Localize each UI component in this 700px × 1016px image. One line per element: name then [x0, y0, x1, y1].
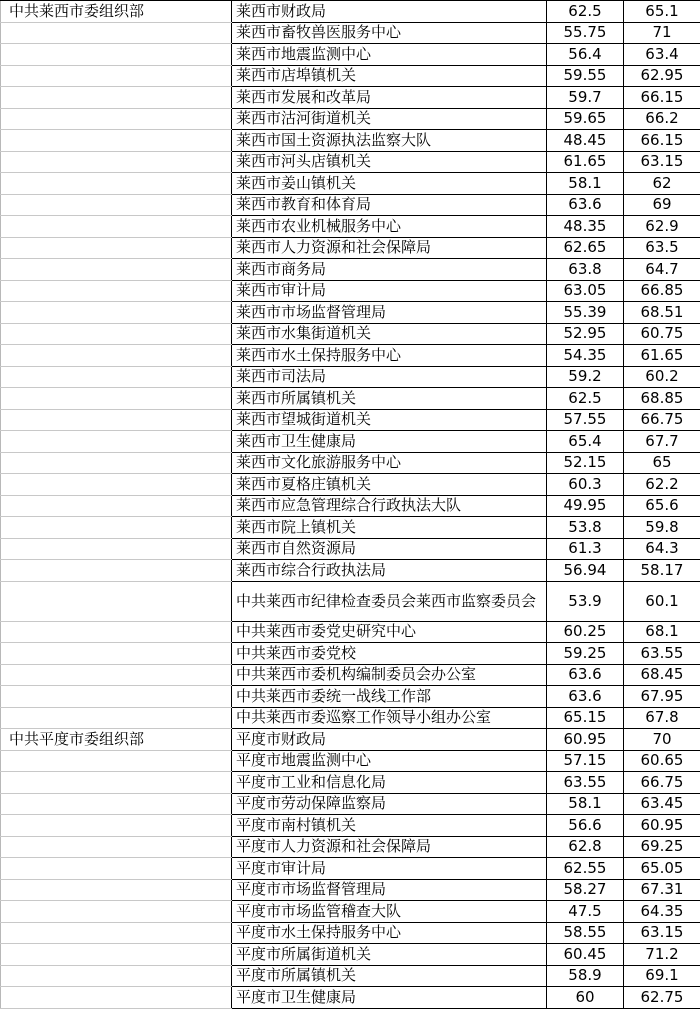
- score-cell-2[interactable]: 66.75: [624, 772, 700, 794]
- table-row: [1, 621, 700, 643]
- table-row: [1, 729, 700, 751]
- table-row: [1, 987, 700, 1009]
- org-empty-cell[interactable]: [1, 965, 232, 987]
- score-cell-2[interactable]: 68.51: [624, 302, 700, 324]
- score-cell-1[interactable]: 58.27: [547, 879, 624, 901]
- unit-name-cell[interactable]: 中共莱西市委党校: [232, 643, 547, 665]
- score-cell-2[interactable]: 71.2: [624, 944, 700, 966]
- score-cell-2[interactable]: 65: [624, 452, 700, 474]
- score-cell-2[interactable]: 63.4: [624, 44, 700, 66]
- unit-name-cell[interactable]: 莱西市市场监督管理局: [232, 302, 547, 324]
- score-cell-2[interactable]: 70: [624, 729, 700, 751]
- unit-name-cell[interactable]: 莱西市地震监测中心: [232, 44, 547, 66]
- table-row: [1, 686, 700, 708]
- unit-name-cell[interactable]: 莱西市姜山镇机关: [232, 173, 547, 195]
- score-cell-2[interactable]: 68.45: [624, 664, 700, 686]
- score-cell-1[interactable]: 61.65: [547, 151, 624, 173]
- score-cell-1[interactable]: 62.5: [547, 388, 624, 410]
- table-row: [1, 643, 700, 665]
- table-row: [1, 216, 700, 238]
- unit-name-cell[interactable]: 莱西市国土资源执法监察大队: [232, 130, 547, 152]
- score-cell-1[interactable]: 56.4: [547, 44, 624, 66]
- table-row: [1, 581, 700, 621]
- score-cell-1[interactable]: 48.45: [547, 130, 624, 152]
- table-row: [1, 108, 700, 130]
- unit-name-cell[interactable]: 莱西市沽河街道机关: [232, 108, 547, 130]
- score-cell-1[interactable]: 62.55: [547, 858, 624, 880]
- table-row: [1, 793, 700, 815]
- score-cell-2[interactable]: 60.95: [624, 815, 700, 837]
- score-cell-2[interactable]: 67.7: [624, 431, 700, 453]
- unit-name-cell[interactable]: 莱西市畜牧兽医服务中心: [232, 22, 547, 44]
- org-empty-cell[interactable]: [1, 44, 232, 66]
- score-cell-2[interactable]: 58.17: [624, 560, 700, 582]
- org-empty-cell[interactable]: [1, 65, 232, 87]
- score-cell-2[interactable]: 64.35: [624, 901, 700, 923]
- score-cell-2[interactable]: 62: [624, 173, 700, 195]
- score-cell-1[interactable]: 63.55: [547, 772, 624, 794]
- org-empty-cell[interactable]: [1, 643, 232, 665]
- score-cell-2[interactable]: 63.15: [624, 922, 700, 944]
- unit-name-cell[interactable]: 中共莱西市委党史研究中心: [232, 621, 547, 643]
- table-row: [1, 409, 700, 431]
- score-cell-1[interactable]: 63.6: [547, 686, 624, 708]
- unit-name-cell[interactable]: 莱西市应急管理综合行政执法大队: [232, 495, 547, 517]
- unit-name-cell[interactable]: 莱西市卫生健康局: [232, 431, 547, 453]
- unit-name-cell[interactable]: 中共莱西市纪律检查委员会莱西市监察委员会: [232, 581, 547, 621]
- unit-name-cell[interactable]: 莱西市院上镇机关: [232, 517, 547, 539]
- unit-name-cell[interactable]: 平度市审计局: [232, 858, 547, 880]
- table-row: [1, 130, 700, 152]
- unit-name-cell[interactable]: 中共莱西市委机构编制委员会办公室: [232, 664, 547, 686]
- org-empty-cell[interactable]: [1, 495, 232, 517]
- org-empty-cell[interactable]: [1, 87, 232, 109]
- org-empty-cell[interactable]: [1, 750, 232, 772]
- table-row: [1, 323, 700, 345]
- score-cell-1[interactable]: 63.6: [547, 664, 624, 686]
- score-cell-1[interactable]: 53.8: [547, 517, 624, 539]
- score-cell-2[interactable]: 60.2: [624, 366, 700, 388]
- score-cell-1[interactable]: 48.35: [547, 216, 624, 238]
- table-row: [1, 280, 700, 302]
- score-table-body: [1, 1, 700, 1009]
- score-cell-2[interactable]: 63.5: [624, 237, 700, 259]
- unit-name-cell[interactable]: 莱西市望城街道机关: [232, 409, 547, 431]
- score-cell-2[interactable]: 69: [624, 194, 700, 216]
- table-row: [1, 194, 700, 216]
- unit-name-cell[interactable]: 莱西市商务局: [232, 259, 547, 281]
- org-empty-cell[interactable]: [1, 237, 232, 259]
- unit-name-cell[interactable]: 平度市人力资源和社会保障局: [232, 836, 547, 858]
- score-cell-1[interactable]: 58.55: [547, 922, 624, 944]
- table-row: [1, 901, 700, 923]
- unit-name-cell[interactable]: 平度市财政局: [232, 729, 547, 751]
- unit-name-cell[interactable]: 莱西市水土保持服务中心: [232, 345, 547, 367]
- table-row: [1, 345, 700, 367]
- org-empty-cell[interactable]: [1, 259, 232, 281]
- score-cell-1[interactable]: 53.9: [547, 581, 624, 621]
- table-row: [1, 517, 700, 539]
- score-cell-2[interactable]: 69.1: [624, 965, 700, 987]
- table-row: [1, 474, 700, 496]
- score-cell-2[interactable]: 60.1: [624, 581, 700, 621]
- score-cell-1[interactable]: 59.25: [547, 643, 624, 665]
- score-cell-1[interactable]: 65.15: [547, 707, 624, 729]
- table-row: [1, 259, 700, 281]
- score-cell-1[interactable]: 56.94: [547, 560, 624, 582]
- score-cell-1[interactable]: 60.25: [547, 621, 624, 643]
- score-cell-2[interactable]: 71: [624, 22, 700, 44]
- table-row: [1, 965, 700, 987]
- org-name-cell[interactable]: 中共莱西市委组织部: [1, 1, 232, 23]
- score-cell-2[interactable]: 66.85: [624, 280, 700, 302]
- org-empty-cell[interactable]: [1, 944, 232, 966]
- score-cell-1[interactable]: 58.9: [547, 965, 624, 987]
- unit-name-cell[interactable]: 平度市南村镇机关: [232, 815, 547, 837]
- unit-name-cell[interactable]: 中共莱西市委巡察工作领导小组办公室: [232, 707, 547, 729]
- score-cell-2[interactable]: 65.1: [624, 1, 700, 23]
- org-empty-cell[interactable]: [1, 879, 232, 901]
- table-row: [1, 772, 700, 794]
- table-row: [1, 879, 700, 901]
- unit-name-cell[interactable]: 平度市劳动保障监察局: [232, 793, 547, 815]
- org-empty-cell[interactable]: [1, 22, 232, 44]
- score-cell-1[interactable]: 61.3: [547, 538, 624, 560]
- org-empty-cell[interactable]: [1, 409, 232, 431]
- table-row: [1, 538, 700, 560]
- score-cell-2[interactable]: 62.95: [624, 65, 700, 87]
- unit-name-cell[interactable]: 莱西市农业机械服务中心: [232, 216, 547, 238]
- score-cell-1[interactable]: 59.55: [547, 65, 624, 87]
- score-cell-1[interactable]: 59.7: [547, 87, 624, 109]
- table-row: [1, 750, 700, 772]
- unit-name-cell[interactable]: 平度市市场监督管理局: [232, 879, 547, 901]
- score-cell-2[interactable]: 63.45: [624, 793, 700, 815]
- score-cell-2[interactable]: 69.25: [624, 836, 700, 858]
- unit-name-cell[interactable]: 莱西市水集街道机关: [232, 323, 547, 345]
- score-cell-2[interactable]: 62.75: [624, 987, 700, 1009]
- org-empty-cell[interactable]: [1, 517, 232, 539]
- org-empty-cell[interactable]: [1, 858, 232, 880]
- unit-name-cell[interactable]: 莱西市店埠镇机关: [232, 65, 547, 87]
- table-row: [1, 366, 700, 388]
- org-empty-cell[interactable]: [1, 173, 232, 195]
- table-row: [1, 22, 700, 44]
- unit-name-cell[interactable]: 莱西市综合行政执法局: [232, 560, 547, 582]
- score-cell-2[interactable]: 60.75: [624, 323, 700, 345]
- score-cell-2[interactable]: 67.31: [624, 879, 700, 901]
- org-empty-cell[interactable]: [1, 452, 232, 474]
- table-row: [1, 1, 700, 23]
- unit-name-cell[interactable]: 平度市市场监管稽查大队: [232, 901, 547, 923]
- score-cell-1[interactable]: 62.65: [547, 237, 624, 259]
- score-cell-2[interactable]: 65.6: [624, 495, 700, 517]
- score-cell-1[interactable]: 59.2: [547, 366, 624, 388]
- score-cell-1[interactable]: 52.95: [547, 323, 624, 345]
- score-cell-2[interactable]: 61.65: [624, 345, 700, 367]
- unit-name-cell[interactable]: 莱西市河头店镇机关: [232, 151, 547, 173]
- unit-name-cell[interactable]: 平度市所属街道机关: [232, 944, 547, 966]
- score-cell-1[interactable]: 63.05: [547, 280, 624, 302]
- table-row: [1, 836, 700, 858]
- score-cell-1[interactable]: 55.39: [547, 302, 624, 324]
- org-empty-cell[interactable]: [1, 130, 232, 152]
- org-empty-cell[interactable]: [1, 815, 232, 837]
- table-row: [1, 452, 700, 474]
- org-empty-cell[interactable]: [1, 922, 232, 944]
- score-cell-1[interactable]: 62.8: [547, 836, 624, 858]
- unit-name-cell[interactable]: 莱西市审计局: [232, 280, 547, 302]
- score-cell-2[interactable]: 68.1: [624, 621, 700, 643]
- table-row: [1, 151, 700, 173]
- score-cell-1[interactable]: 60: [547, 987, 624, 1009]
- org-empty-cell[interactable]: [1, 151, 232, 173]
- score-cell-2[interactable]: 68.85: [624, 388, 700, 410]
- score-cell-1[interactable]: 59.65: [547, 108, 624, 130]
- score-cell-1[interactable]: 60.3: [547, 474, 624, 496]
- table-row: [1, 173, 700, 195]
- score-cell-2[interactable]: 62.9: [624, 216, 700, 238]
- score-cell-1[interactable]: 56.6: [547, 815, 624, 837]
- org-empty-cell[interactable]: [1, 345, 232, 367]
- org-name-cell[interactable]: 中共平度市委组织部: [1, 729, 232, 751]
- unit-name-cell[interactable]: 莱西市发展和改革局: [232, 87, 547, 109]
- table-row: [1, 922, 700, 944]
- score-cell-2[interactable]: 64.7: [624, 259, 700, 281]
- unit-name-cell[interactable]: 中共莱西市委统一战线工作部: [232, 686, 547, 708]
- org-empty-cell[interactable]: [1, 772, 232, 794]
- score-cell-1[interactable]: 54.35: [547, 345, 624, 367]
- table-row: [1, 707, 700, 729]
- table-row: [1, 388, 700, 410]
- org-empty-cell[interactable]: [1, 901, 232, 923]
- org-empty-cell[interactable]: [1, 366, 232, 388]
- table-row: [1, 44, 700, 66]
- unit-name-cell[interactable]: 莱西市自然资源局: [232, 538, 547, 560]
- org-empty-cell[interactable]: [1, 621, 232, 643]
- table-row: [1, 302, 700, 324]
- score-cell-1[interactable]: 47.5: [547, 901, 624, 923]
- score-cell-1[interactable]: 52.15: [547, 452, 624, 474]
- score-cell-1[interactable]: 57.15: [547, 750, 624, 772]
- org-empty-cell[interactable]: [1, 108, 232, 130]
- score-cell-2[interactable]: 66.15: [624, 87, 700, 109]
- score-cell-1[interactable]: 60.45: [547, 944, 624, 966]
- org-empty-cell[interactable]: [1, 388, 232, 410]
- score-cell-2[interactable]: 66.75: [624, 409, 700, 431]
- table-row: [1, 560, 700, 582]
- score-cell-2[interactable]: 65.05: [624, 858, 700, 880]
- score-cell-2[interactable]: 66.2: [624, 108, 700, 130]
- table-row: [1, 858, 700, 880]
- unit-name-cell[interactable]: 平度市地震监测中心: [232, 750, 547, 772]
- table-row: [1, 237, 700, 259]
- unit-name-cell[interactable]: 平度市卫生健康局: [232, 987, 547, 1009]
- score-cell-1[interactable]: 55.75: [547, 22, 624, 44]
- table-row: [1, 431, 700, 453]
- unit-name-cell[interactable]: 莱西市夏格庄镇机关: [232, 474, 547, 496]
- org-empty-cell[interactable]: [1, 581, 232, 621]
- org-empty-cell[interactable]: [1, 836, 232, 858]
- org-empty-cell[interactable]: [1, 474, 232, 496]
- table-row: [1, 815, 700, 837]
- score-cell-1[interactable]: 49.95: [547, 495, 624, 517]
- org-empty-cell[interactable]: [1, 302, 232, 324]
- unit-name-cell[interactable]: 莱西市人力资源和社会保障局: [232, 237, 547, 259]
- org-empty-cell[interactable]: [1, 194, 232, 216]
- score-cell-2[interactable]: 59.8: [624, 517, 700, 539]
- score-cell-1[interactable]: 58.1: [547, 173, 624, 195]
- unit-name-cell[interactable]: 莱西市财政局: [232, 1, 547, 23]
- unit-name-cell[interactable]: 莱西市文化旅游服务中心: [232, 452, 547, 474]
- score-cell-1[interactable]: 65.4: [547, 431, 624, 453]
- org-empty-cell[interactable]: [1, 216, 232, 238]
- org-empty-cell[interactable]: [1, 987, 232, 1009]
- table-row: [1, 664, 700, 686]
- score-cell-2[interactable]: 64.3: [624, 538, 700, 560]
- table-row: [1, 944, 700, 966]
- table-row: [1, 87, 700, 109]
- org-empty-cell[interactable]: [1, 280, 232, 302]
- unit-name-cell[interactable]: 平度市工业和信息化局: [232, 772, 547, 794]
- org-empty-cell[interactable]: [1, 686, 232, 708]
- unit-name-cell[interactable]: 莱西市教育和体育局: [232, 194, 547, 216]
- org-empty-cell[interactable]: [1, 560, 232, 582]
- score-cell-2[interactable]: 60.65: [624, 750, 700, 772]
- org-empty-cell[interactable]: [1, 538, 232, 560]
- table-row: [1, 495, 700, 517]
- score-cell-1[interactable]: 63.6: [547, 194, 624, 216]
- score-cell-2[interactable]: 63.55: [624, 643, 700, 665]
- table-row: [1, 65, 700, 87]
- org-empty-cell[interactable]: [1, 323, 232, 345]
- score-cell-1[interactable]: 60.95: [547, 729, 624, 751]
- score-cell-1[interactable]: 58.1: [547, 793, 624, 815]
- unit-name-cell[interactable]: 莱西市司法局: [232, 366, 547, 388]
- score-cell-2[interactable]: 67.8: [624, 707, 700, 729]
- unit-name-cell[interactable]: 平度市所属镇机关: [232, 965, 547, 987]
- score-cell-2[interactable]: 67.95: [624, 686, 700, 708]
- score-cell-2[interactable]: 66.15: [624, 130, 700, 152]
- org-empty-cell[interactable]: [1, 431, 232, 453]
- org-empty-cell[interactable]: [1, 793, 232, 815]
- score-cell-1[interactable]: 62.5: [547, 1, 624, 23]
- score-cell-1[interactable]: 63.8: [547, 259, 624, 281]
- org-empty-cell[interactable]: [1, 707, 232, 729]
- score-cell-1[interactable]: 57.55: [547, 409, 624, 431]
- org-empty-cell[interactable]: [1, 664, 232, 686]
- score-cell-2[interactable]: 62.2: [624, 474, 700, 496]
- unit-name-cell[interactable]: 平度市水土保持服务中心: [232, 922, 547, 944]
- unit-name-cell[interactable]: 莱西市所属镇机关: [232, 388, 547, 410]
- score-cell-2[interactable]: 63.15: [624, 151, 700, 173]
